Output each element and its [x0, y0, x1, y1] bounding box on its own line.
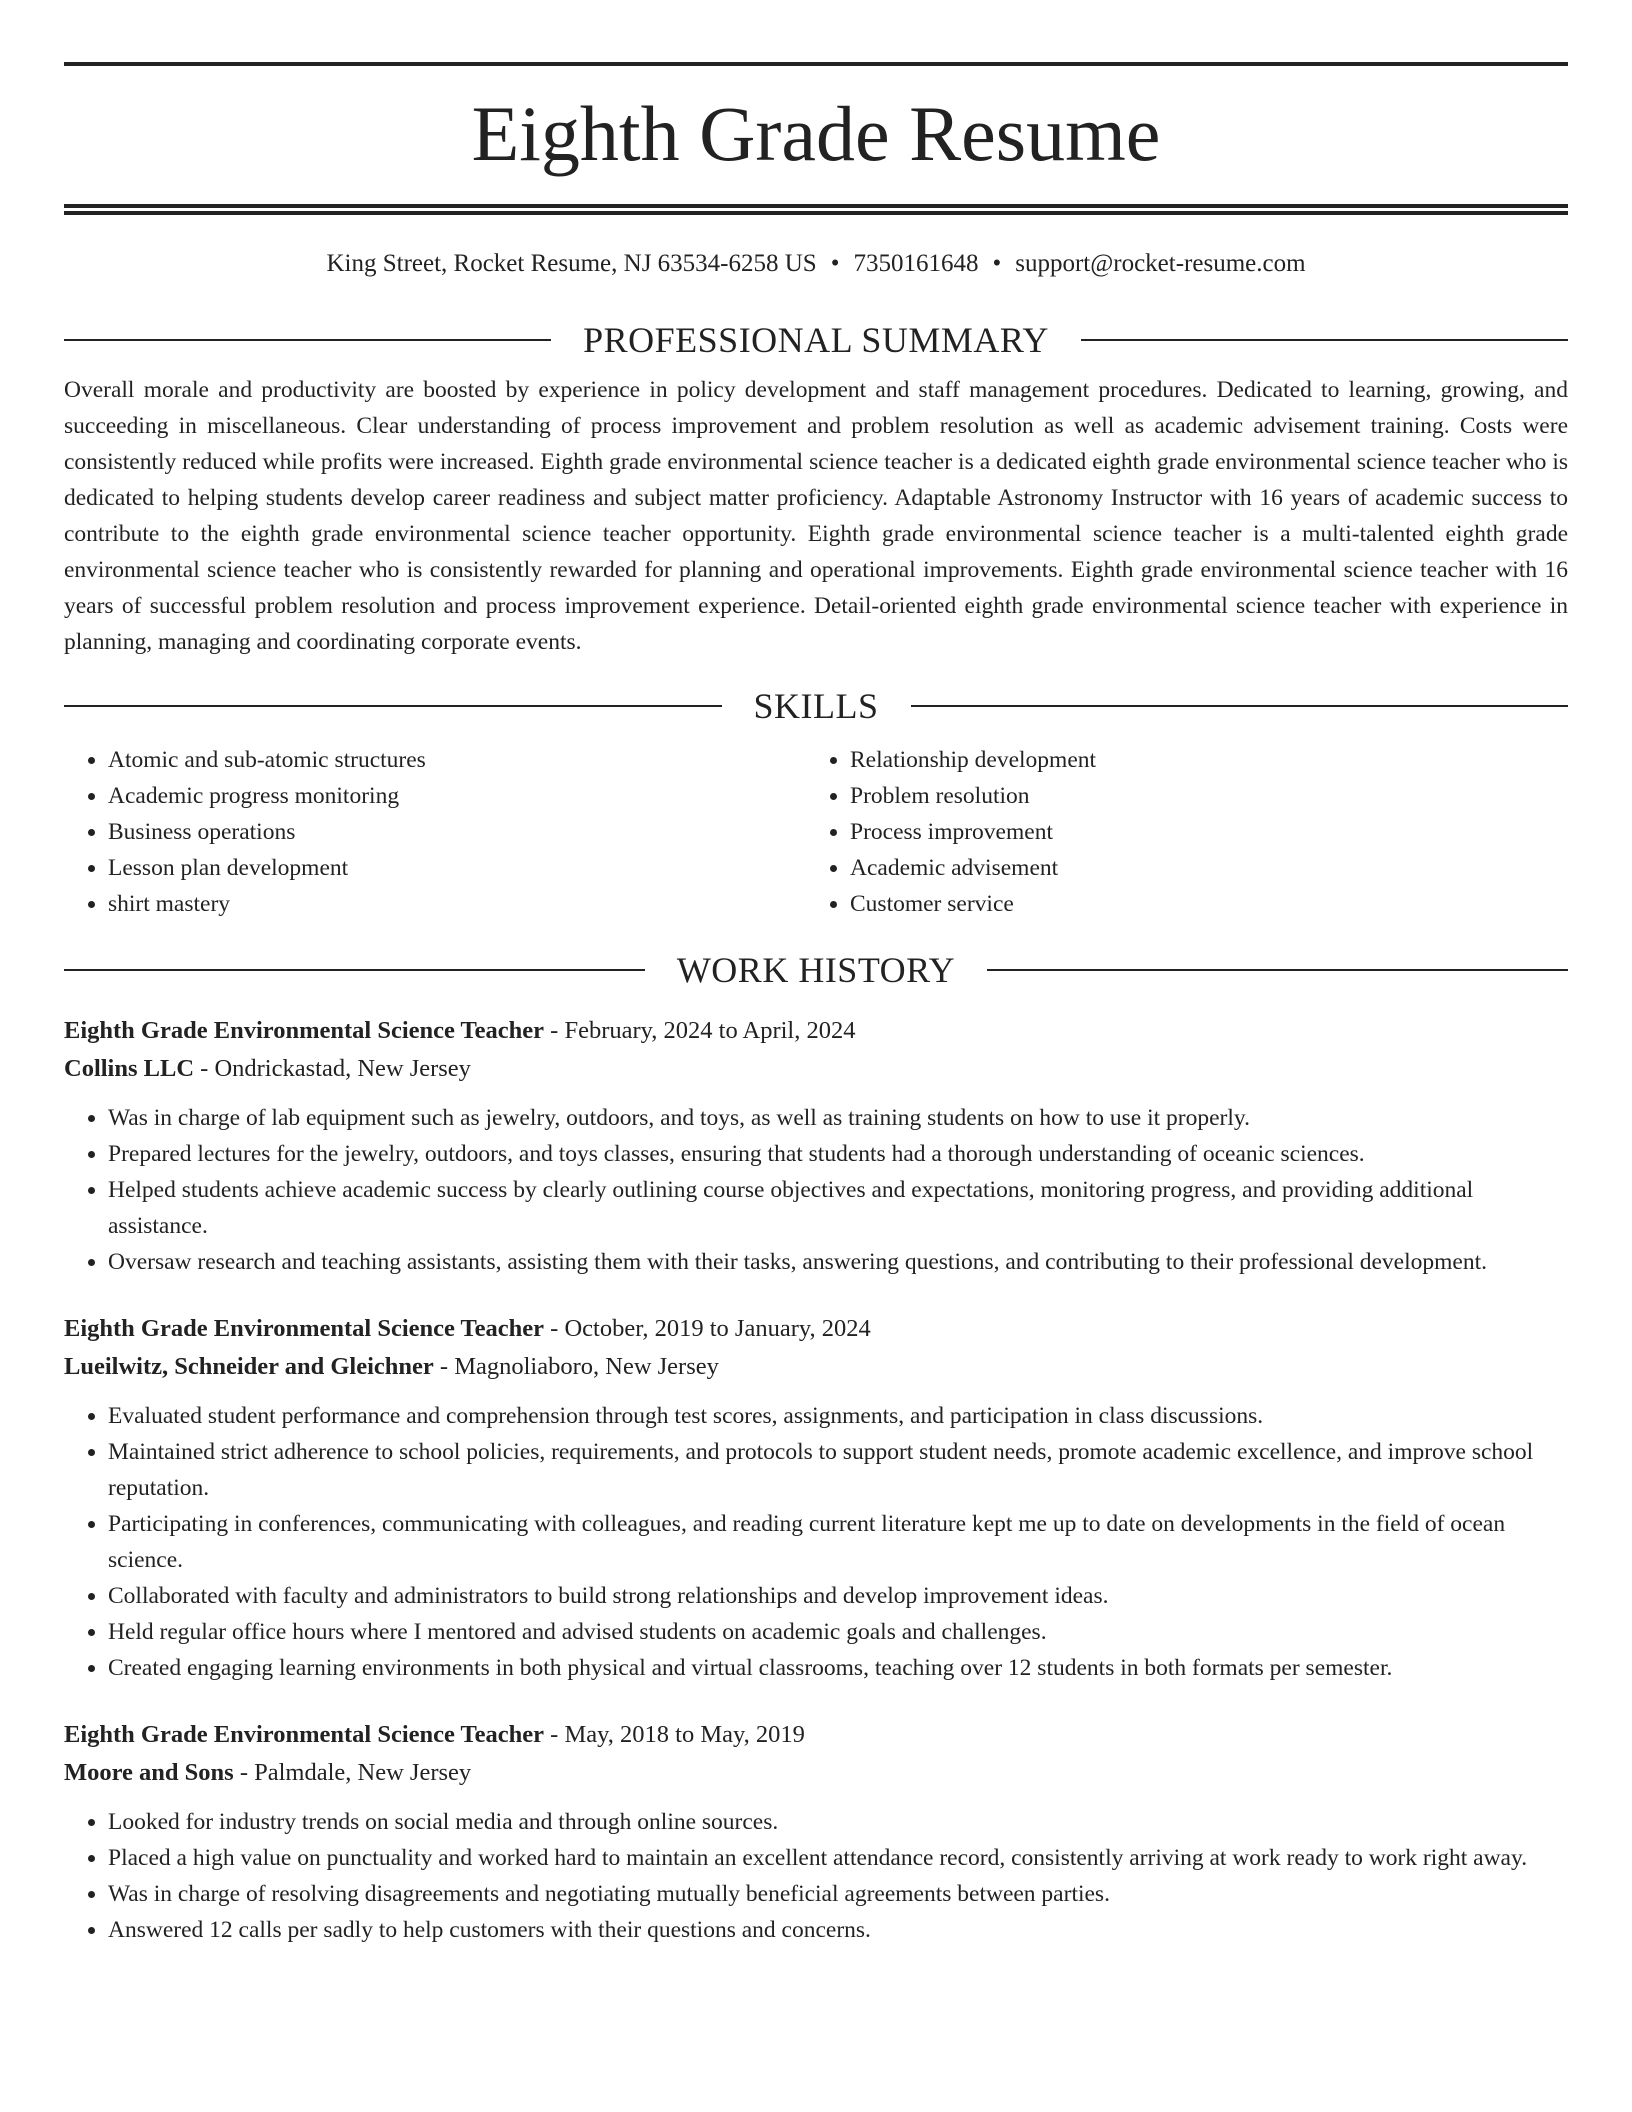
job-bullets — [64, 1398, 1568, 1686]
top-rule — [64, 62, 1568, 66]
contact-address: King Street, Rocket Resume, NJ 63534-6258 US — [326, 250, 817, 277]
job-company-line — [64, 1754, 1568, 1792]
job-title-line — [64, 1716, 1568, 1754]
job-bullet: • Oversaw research and teaching assistants, assisting them with their tasks, answering questions, and contributing to their professional development. — [108, 1244, 1568, 1280]
skills-right-list — [806, 742, 1506, 922]
work-heading-label: WORK HISTORY — [676, 950, 956, 990]
job-bullet: • Held regular office hours where I mentored and advised students on academic goals and challenges. — [108, 1614, 1568, 1650]
job-bullets — [64, 1804, 1568, 1948]
job-dates: - May, 2018 to May, 2019 — [544, 1721, 805, 1748]
job-dates: - February, 2024 to April, 2024 — [544, 1017, 856, 1044]
job-bullet: • Was in charge of resolving disagreements and negotiating mutually beneficial agreements between parties. — [108, 1876, 1568, 1912]
job-title-line — [64, 1310, 1568, 1348]
job-bullet: • Helped students achieve academic success by clearly outlining course objectives and expectations, monitoring progress, and providing additional assistance. — [108, 1172, 1568, 1244]
skills-column-left — [64, 742, 806, 922]
job-bullet: • Placed a high value on punctuality and worked hard to maintain an excellent attendance record, consistently arriving at work ready to work right away. — [108, 1840, 1568, 1876]
job-entry — [64, 1012, 1568, 1280]
job-title: Eighth Grade Environmental Science Teacher — [64, 1017, 545, 1044]
skill-item: • shirt mastery — [108, 886, 806, 922]
contact-separator: • — [992, 250, 1002, 277]
job-location: - Ondrickastad, New Jersey — [194, 1055, 471, 1082]
job-title: Eighth Grade Environmental Science Teacher — [64, 1721, 545, 1748]
skill-item: • Customer service — [850, 886, 1506, 922]
job-company: Lueilwitz, Schneider and Gleichner — [64, 1353, 434, 1380]
summary-heading — [64, 318, 1568, 362]
job-entry — [64, 1716, 1568, 1948]
summary-heading-label: PROFESSIONAL SUMMARY — [583, 320, 1049, 360]
skill-item: • Problem resolution — [850, 778, 1506, 814]
summary-text: Overall morale and productivity are boosted by experience in policy development and staff management procedures. Dedicated to learning, growing, and succeeding in miscellaneous. Clear understanding of process improvement and problem resolution as well as academic advisement training. Costs were consistently reduced while profits were increased. Eighth grade environmental science teacher is a dedicated eighth grade environmental science teacher who is dedicated to helping students develop career readiness and subject matter proficiency. Adaptable Astronomy Instructor with 16 years of academic success to contribute to the eighth grade environmental science teacher opportunity. Eighth grade environmental science teacher is a multi-talented eighth grade environmental science teacher who is consistently rewarded for planning and operational improvements. Eighth grade environmental science teacher with 16 years of successful problem resolution and process improvement experience. Detail-oriented eighth grade environmental science teacher with experience in planning, managing and coordinating corporate events. — [64, 377, 1568, 655]
work-history-list — [64, 1012, 1568, 1948]
job-title-line — [64, 1012, 1568, 1050]
job-bullet: • Collaborated with faculty and administrators to build strong relationships and develop improvement ideas. — [108, 1578, 1568, 1614]
job-location: - Palmdale, New Jersey — [233, 1759, 472, 1786]
job-location: - Magnoliaboro, New Jersey — [433, 1353, 719, 1380]
resume-title: Eighth Grade Resume — [471, 90, 1161, 177]
job-entry — [64, 1310, 1568, 1686]
job-company: Moore and Sons — [64, 1759, 234, 1786]
job-dates: - October, 2019 to January, 2024 — [544, 1315, 871, 1342]
job-bullet: • Maintained strict adherence to school policies, requirements, and protocols to support student needs, promote academic excellence, and improve school reputation. — [108, 1434, 1568, 1506]
skill-item: • Relationship development — [850, 742, 1506, 778]
job-bullet: • Was in charge of lab equipment such as jewelry, outdoors, and toys, as well as training students on how to use it properly. — [108, 1100, 1568, 1136]
skills-left-list — [64, 742, 806, 922]
contact-phone: 7350161648 — [853, 250, 979, 277]
title-double-rule — [64, 204, 1568, 215]
skills-list — [64, 742, 1568, 922]
heading-rule-right — [987, 969, 1568, 971]
heading-rule-right — [911, 705, 1569, 707]
job-bullet: • Created engaging learning environments in both physical and virtual classrooms, teaching over 12 students in both formats per semester. — [108, 1650, 1568, 1686]
heading-rule-left — [64, 969, 645, 971]
skill-item: • Atomic and sub-atomic structures — [108, 742, 806, 778]
skill-item: • Lesson plan development — [108, 850, 806, 886]
job-bullet: • Evaluated student performance and comprehension through test scores, assignments, and participation in class discussions. — [108, 1398, 1568, 1434]
job-company-line — [64, 1050, 1568, 1088]
skill-item: • Academic advisement — [850, 850, 1506, 886]
skill-item: • Academic progress monitoring — [108, 778, 806, 814]
skills-heading-label: SKILLS — [753, 686, 879, 726]
job-bullets — [64, 1100, 1568, 1280]
heading-rule-left — [64, 339, 551, 341]
job-bullet: • Answered 12 calls per sadly to help customers with their questions and concerns. — [108, 1912, 1568, 1948]
work-history-heading — [64, 948, 1568, 992]
job-company: Collins LLC — [64, 1055, 195, 1082]
skills-heading — [64, 684, 1568, 728]
job-company-line — [64, 1348, 1568, 1386]
skill-item: • Process improvement — [850, 814, 1506, 850]
job-bullet: • Looked for industry trends on social media and through online sources. — [108, 1804, 1568, 1840]
heading-rule-left — [64, 705, 722, 707]
skills-column-right — [806, 742, 1506, 922]
contact-line — [64, 248, 1568, 280]
contact-email: support@rocket-resume.com — [1015, 250, 1306, 277]
job-title: Eighth Grade Environmental Science Teacher — [64, 1315, 545, 1342]
job-bullet: • Prepared lectures for the jewelry, outdoors, and toys classes, ensuring that students had a thorough understanding of oceanic sciences. — [108, 1136, 1568, 1172]
contact-separator: • — [830, 250, 840, 277]
heading-rule-right — [1081, 339, 1568, 341]
job-bullet: • Participating in conferences, communicating with colleagues, and reading current literature kept me up to date on developments in the field of ocean science. — [108, 1506, 1568, 1578]
skill-item: • Business operations — [108, 814, 806, 850]
